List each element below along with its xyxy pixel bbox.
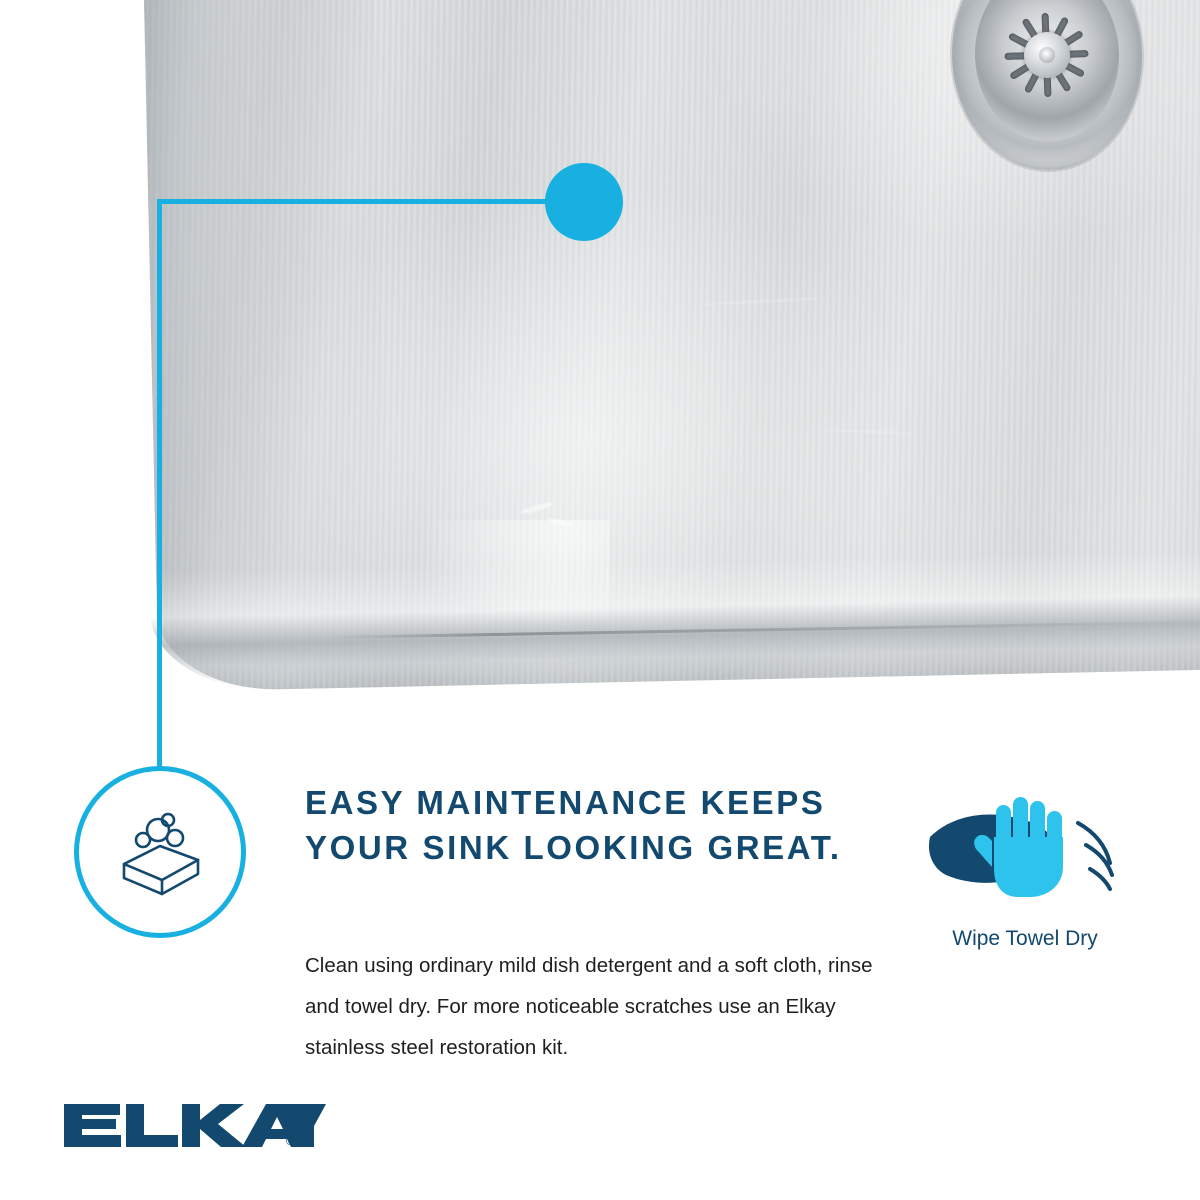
page-title: EASY MAINTENANCE KEEPS YOUR SINK LOOKING GREAT.	[305, 784, 842, 866]
badge-caption: Wipe Towel Dry	[952, 927, 1098, 950]
sink-front-rim	[149, 548, 1200, 692]
body-copy: Clean using ordinary mild dish detergent and a soft cloth, rinse and towel dry. For more noticeable scratches use an Elkay stainless steel restoration kit.	[305, 954, 873, 1059]
wipe-towel-dry-badge	[900, 775, 1150, 975]
callout-icon-ring	[74, 766, 246, 938]
drain-basket	[972, 0, 1122, 145]
registered-mark: ®	[286, 1136, 295, 1148]
callout-dot	[545, 163, 623, 241]
callout-line-horizontal	[157, 199, 577, 204]
callout-line-vertical	[157, 199, 162, 771]
drain-center-hub	[1023, 31, 1071, 79]
elkay-logo	[62, 1098, 322, 1150]
